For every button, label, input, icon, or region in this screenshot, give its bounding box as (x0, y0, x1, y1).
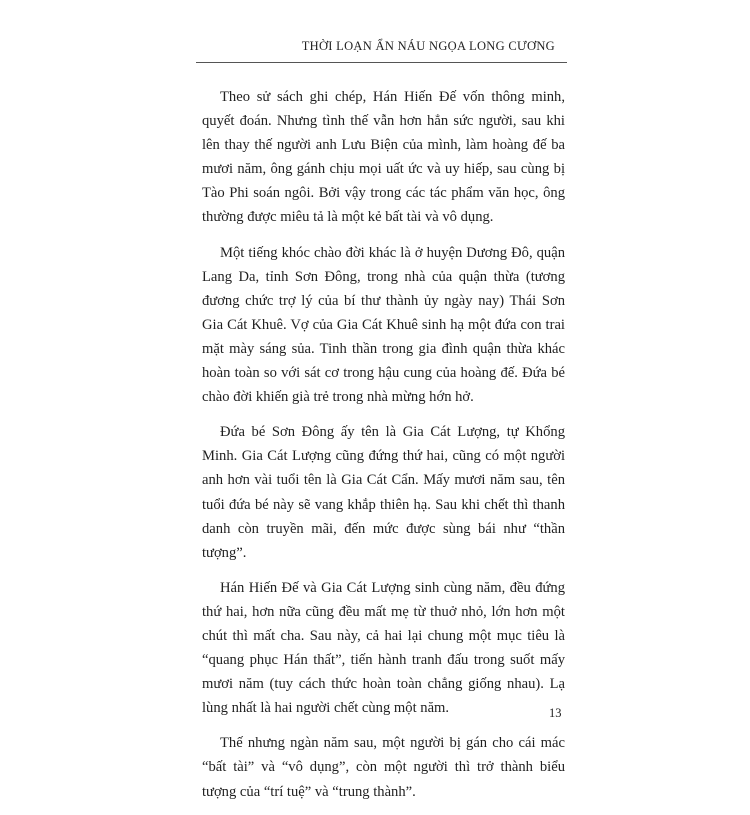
page-number: 13 (549, 706, 562, 720)
body-text (202, 85, 565, 815)
paragraph-2: Một tiếng khóc chào đời khác là ở huyện Dương Đô, quận Lang Da, tỉnh Sơn Đông, trong nhà của quận thừa (tương đương chức trợ lý của bí thư thành ủy ngày nay) Thái Sơn Gia Cát Khuê. Vợ của Gia Cát Khuê sinh hạ một đứa con trai mặt mày sáng sủa. Tinh thần trong gia đình quận thừa khác hoàn toàn so với sát cơ trong hậu cung của hoàng đế. Đứa bé chào đời khiến già trẻ trong nhà mừng hớn hở. (202, 244, 565, 406)
header-rule (196, 62, 567, 63)
paragraph-4: Hán Hiến Đế và Gia Cát Lượng sinh cùng năm, đều đứng thứ hai, hơn nữa cũng đều mất mẹ từ thuở nhỏ, lớn hơn một chút thì mất cha. Sau này, cả hai lại chung một mục tiêu là “quang phục Hán thất”, tiến hành tranh đấu trong suốt mấy mươi năm (tuy cách thức hoàn toàn chẳng giống nhau). Lạ lùng nhất là hai người chết cùng một năm. (202, 579, 565, 717)
paragraph-3: Đứa bé Sơn Đông ấy tên là Gia Cát Lượng, tự Khổng Minh. Gia Cát Lượng cũng đứng thứ hai, cũng có một người anh hơn vài tuổi tên là Gia Cát Cẩn. Mấy mươi năm sau, tên tuổi đứa bé này sẽ vang khắp thiên hạ. Sau khi chết thì thanh danh còn truyền mãi, đến mức được sùng bái như “thần tượng”. (202, 424, 565, 561)
running-header: THỜI LOẠN ẨN NÁU NGỌA LONG CƯƠNG (301, 39, 555, 53)
paragraph-1: Theo sử sách ghi chép, Hán Hiến Đế vốn thông minh, quyết đoán. Nhưng tình thế vẫn hơn hẳn sức người, sau khi lên thay thế người anh Lưu Biện của mình, làm hoàng đế ba mươi năm, ông gánh chịu mọi uất ức và uy hiếp, sau cùng bị Tào Phi soán ngôi. Bởi vậy trong các tác phẩm văn học, ông thường được miêu tả là một kẻ bất tài và vô dụng. (202, 89, 565, 226)
paragraph-5: Thế nhưng ngàn năm sau, một người bị gán cho cái mác “bất tài” và “vô dụng”, còn một người thì trở thành biểu tượng của “trí tuệ” và “trung thành”. (202, 735, 565, 800)
